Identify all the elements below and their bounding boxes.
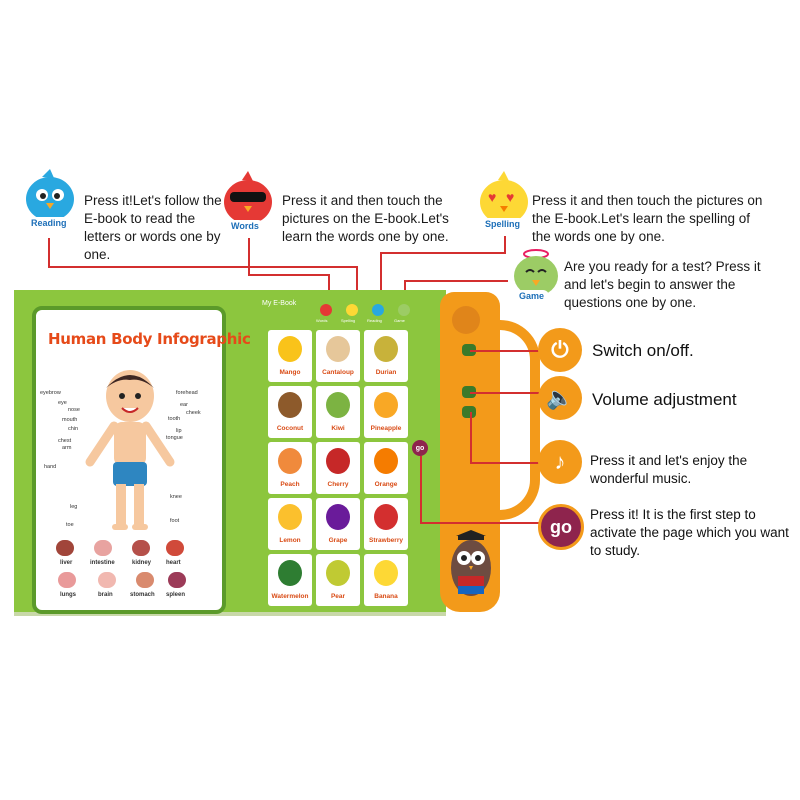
- book-go-button[interactable]: go: [412, 440, 428, 456]
- lemon-icon: [278, 504, 302, 530]
- go-icon[interactable]: go: [538, 504, 584, 550]
- fruit-label: Lemon: [279, 537, 301, 544]
- cherry-icon: [326, 448, 350, 474]
- fruit-label: Cantaloup: [322, 369, 354, 376]
- label-knee: knee: [170, 494, 182, 500]
- stomach-icon: [136, 572, 154, 588]
- organ-intestine-label: intestine: [90, 560, 115, 566]
- connector-go-v: [420, 456, 422, 522]
- label-chest: chest: [58, 438, 72, 444]
- tab-spelling-label: Spelling: [341, 318, 356, 323]
- label-mouth: mouth: [62, 417, 78, 423]
- connector-music-v: [470, 412, 472, 462]
- label-hand: hand: [44, 464, 57, 470]
- label-lip: lip: [176, 428, 182, 434]
- connector-game-h: [404, 280, 508, 282]
- fruit-label: Pineapple: [370, 425, 402, 432]
- brain-icon: [98, 572, 116, 588]
- tab-words-label: Words: [316, 318, 328, 323]
- power-description: Switch on/off.: [592, 341, 694, 360]
- reading-description: Press it!Let's follow the E-book to read the letters or words one by one.: [84, 193, 222, 262]
- tab-reading-label: Reading: [367, 318, 382, 323]
- blue-bird-icon: [20, 165, 80, 225]
- red-bird-icon: [218, 168, 278, 228]
- watermelon-icon: [278, 560, 302, 586]
- spelling-description: Press it and then touch the pictures on the E-book.Let's learn the spelling of the words one by one.: [532, 193, 763, 244]
- tab-spelling-bird-icon[interactable]: [346, 304, 358, 316]
- fruit-label: Grape: [328, 537, 348, 544]
- heart-icon: [166, 540, 184, 556]
- tab-game-label: Game: [394, 318, 405, 323]
- label-ear: ear: [180, 402, 188, 408]
- label-foot: foot: [170, 518, 180, 524]
- label-cheek: cheek: [186, 410, 201, 416]
- peach-icon: [278, 448, 302, 474]
- orange-icon: [374, 448, 398, 474]
- fruit-label: Orange: [374, 481, 398, 488]
- mango-icon: [278, 336, 302, 362]
- label-toe: toe: [66, 522, 74, 528]
- svg-text:♥: ♥: [506, 189, 515, 205]
- organ-brain-label: brain: [98, 592, 113, 598]
- connector-spelling-h: [380, 252, 506, 254]
- connector-spelling-v: [380, 252, 382, 294]
- connector-reading: [48, 238, 50, 268]
- label-chin: chin: [68, 426, 79, 432]
- fruit-label: Durian: [375, 369, 397, 376]
- owl-icon: [448, 528, 494, 608]
- reading-label: Reading: [26, 217, 72, 229]
- fruit-label: Strawberry: [369, 537, 403, 544]
- connector-words: [248, 238, 250, 276]
- volume-description: Volume adjustment: [592, 390, 737, 409]
- kiwi-icon: [326, 392, 350, 418]
- label-forehead: forehead: [176, 390, 198, 396]
- go-description: Press it! It is the first step to activate the page which you want to study.: [590, 507, 789, 558]
- connector-words-h: [248, 274, 330, 276]
- fruit-label: Pear: [330, 593, 346, 600]
- connector-go-h: [420, 522, 540, 524]
- connector-volume: [470, 392, 540, 394]
- lungs-icon: [58, 572, 76, 588]
- label-tooth: tooth: [168, 416, 181, 422]
- organ-lungs-label: lungs: [60, 592, 76, 598]
- organ-stomach-label: stomach: [130, 592, 155, 598]
- liver-icon: [56, 540, 74, 556]
- fruit-label: Watermelon: [271, 593, 309, 600]
- intestine-icon: [94, 540, 112, 556]
- organ-liver-label: liver: [60, 560, 73, 566]
- panel-music-button[interactable]: [462, 406, 476, 418]
- fruit-label: Mango: [279, 369, 301, 376]
- label-nose: nose: [68, 407, 80, 413]
- pineapple-icon: [374, 392, 398, 418]
- strawberry-icon: [374, 504, 398, 530]
- music-icon[interactable]: ♪: [538, 440, 582, 484]
- organ-kidney-label: kidney: [132, 560, 152, 566]
- svg-text:♥: ♥: [488, 189, 497, 205]
- fruit-label: Banana: [374, 593, 398, 600]
- connector-music-h: [470, 462, 540, 464]
- tab-reading-bird-icon[interactable]: [372, 304, 384, 316]
- speaker-grill-icon: [452, 306, 480, 334]
- spelling-label: Spelling: [480, 218, 525, 230]
- connector-reading-h: [48, 266, 358, 268]
- organ-spleen-label: spleen: [166, 592, 186, 598]
- fruit-label: Kiwi: [331, 425, 345, 432]
- label-arm: arm: [62, 445, 72, 451]
- connector-power: [470, 350, 540, 352]
- tab-words-bird-icon[interactable]: [320, 304, 332, 316]
- game-description: Are you ready for a test? Press it and let's begin to answer the questions one by one.: [564, 259, 761, 310]
- coconut-icon: [278, 392, 302, 418]
- tab-game-bird-icon[interactable]: [398, 304, 410, 316]
- words-description: Press it and then touch the pictures on the E-book.Let's learn the words one by one.: [282, 193, 449, 244]
- words-label: Words: [226, 220, 264, 232]
- fruit-label: Coconut: [276, 425, 304, 432]
- durian-icon: [374, 336, 398, 362]
- music-description: Press it and let's enjoy the wonderful music.: [590, 453, 748, 486]
- ebook-header: My E-Book: [262, 300, 297, 307]
- fruit-label: Cherry: [327, 481, 349, 488]
- fruit-label: Peach: [280, 481, 300, 488]
- pear-icon: [326, 560, 350, 586]
- cantaloup-icon: [326, 336, 350, 362]
- volume-icon[interactable]: 🔈: [538, 376, 582, 420]
- kidney-icon: [132, 540, 150, 556]
- boy-illustration: [80, 366, 180, 534]
- banana-icon: [374, 560, 398, 586]
- label-leg: leg: [70, 504, 78, 510]
- grape-icon: [326, 504, 350, 530]
- label-eyebrow: eyebrow: [40, 390, 61, 396]
- poster-title: Human Body Infographic: [48, 330, 251, 348]
- spleen-icon: [168, 572, 186, 588]
- game-label: Game: [514, 290, 549, 302]
- label-eye: eye: [58, 400, 67, 406]
- label-tongue: tongue: [166, 435, 183, 441]
- power-icon[interactable]: ⏻: [538, 328, 582, 372]
- organ-heart-label: heart: [166, 560, 181, 566]
